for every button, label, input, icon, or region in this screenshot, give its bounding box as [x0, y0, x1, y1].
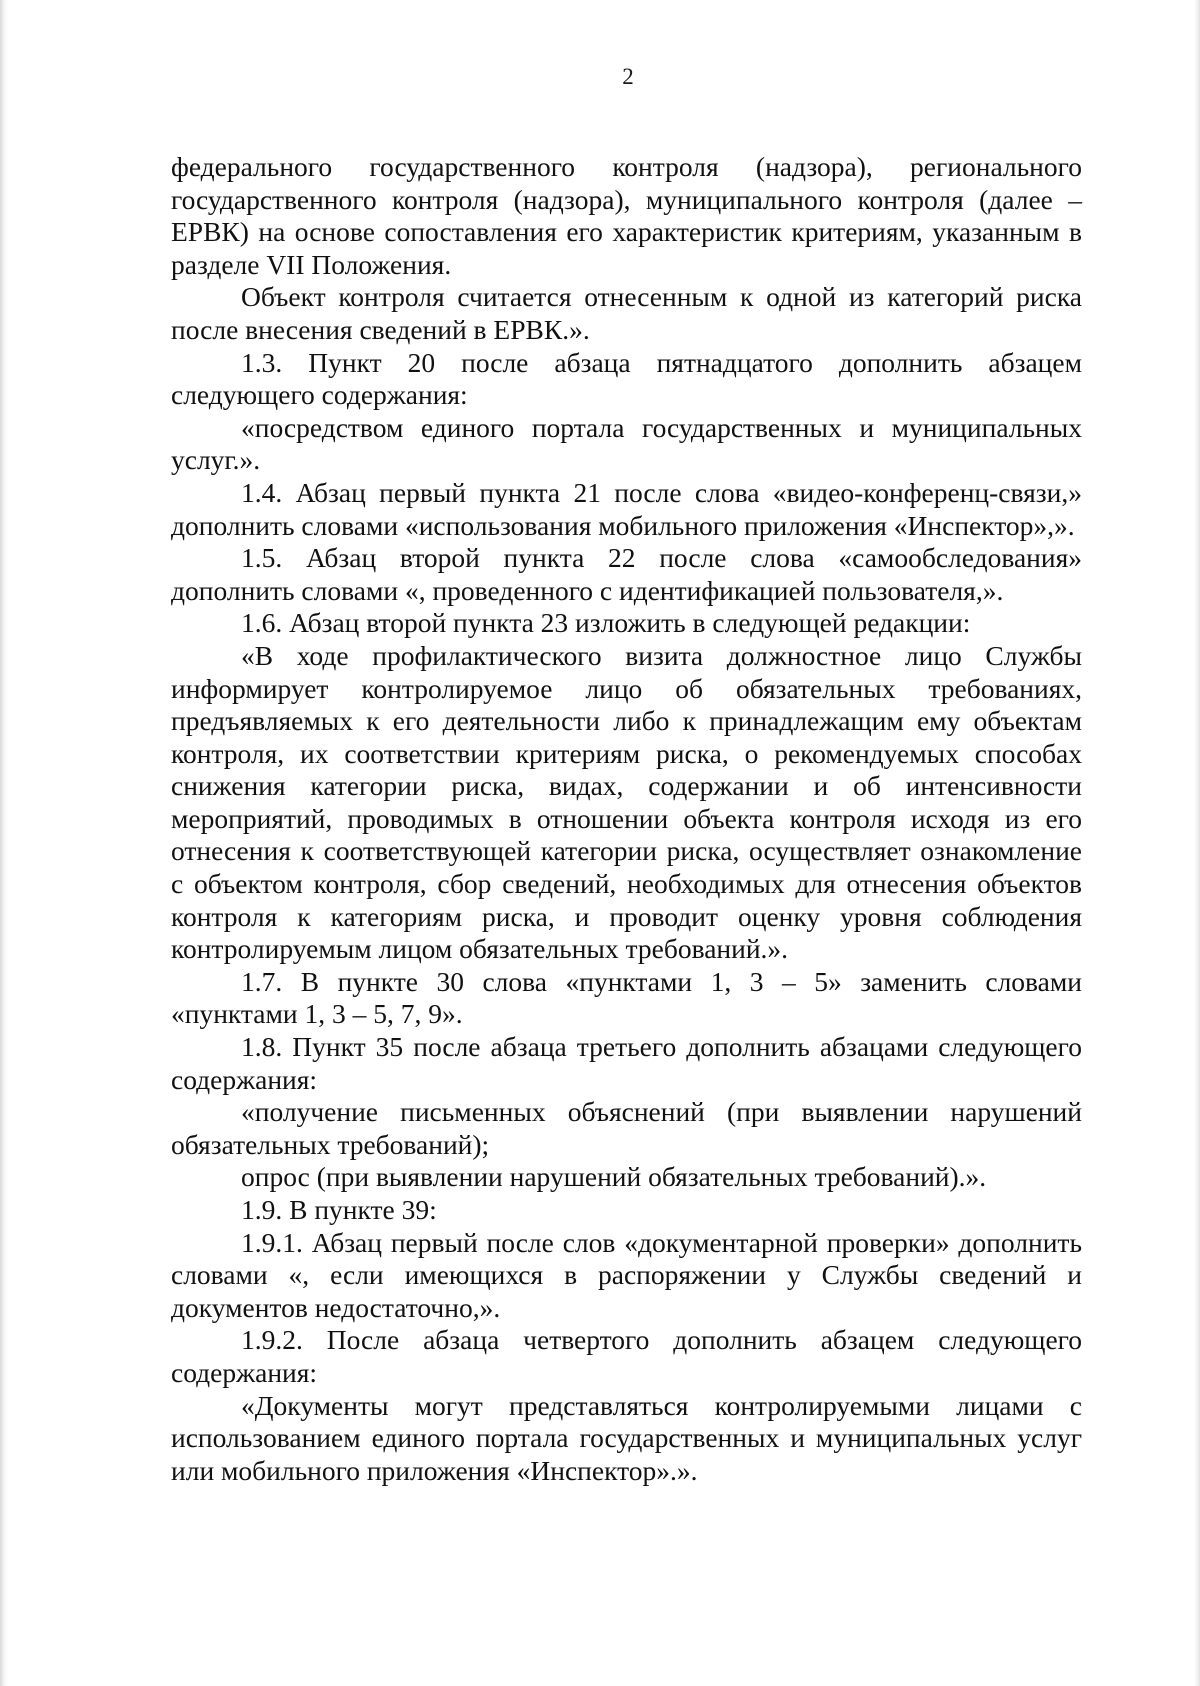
paragraph: 1.3. Пункт 20 после абзаца пятнадцатого дополнить абзацем следующего содержания:: [171, 346, 1082, 411]
scan-edge-left: [0, 0, 8, 1686]
paragraph: 1.4. Абзац первый пункта 21 после слова «видео-конференц-связи,» дополнить словами «использования мобильного приложения «Инспектор»,».: [171, 476, 1082, 541]
paragraph: «получение письменных объяснений (при выявлении нарушений обязательных требований);: [171, 1096, 1082, 1160]
paragraph: Объект контроля считается отнесенным к одной из категорий риска после внесения сведений в ЕРВК.».: [171, 281, 1082, 345]
scan-edge-right: [1194, 0, 1200, 1686]
paragraph: «посредством единого портала государственных и муниципальных услуг.».: [171, 411, 1082, 476]
paragraph: 1.8. Пункт 35 после абзаца третьего дополнить абзацами следующего содержания:: [171, 1031, 1082, 1095]
paragraph: 1.6. Абзац второй пункта 23 изложить в следующей редакции:: [241, 607, 971, 639]
paragraph: 1.7. В пункте 30 слова «пунктами 1, 3 – 5» заменить словами «пунктами 1, 3 – 5, 7, 9».: [171, 965, 1082, 1030]
paragraph: федерального государственного контроля (надзора), регионального государственного контроля (надзора), муниципального контроля (далее – ЕРВК) на основе сопоставления его характеристик критериям, указанным в разделе VII Положения.: [171, 151, 1082, 280]
paragraph: 1.9.2. После абзаца четвертого дополнить абзацем следующего содержания:: [171, 1324, 1082, 1388]
paragraph: «Документы могут представляться контролируемыми лицами с использованием единого портала государственных и муниципальных услуг или мобильного приложения «Инспектор».».: [171, 1389, 1082, 1486]
paragraph: «В ходе профилактического визита должностное лицо Службы информирует контролируемое лицо об обязательных требованиях, предъявляемых к его деятельности либо к принадлежащим ему объектам контроля, их соответствии критериям риска, о рекомендуемых способах снижения категории риска, видах, содержании и об интенсивности мероприятий, проводимых в отношении объекта контроля исходя из его отнесения к соответствующей категории риска, осуществляет ознакомление с объектом контроля, сбор сведений, необходимых для отнесения объектов контроля к категориям риска, и проводит оценку уровня соблюдения контролируемым лицом обязательных требований.».: [171, 639, 1082, 965]
page-number: 2: [622, 64, 634, 89]
document-body: [171, 151, 1082, 1487]
paragraph: 1.9.1. Абзац первый после слов «документарной проверки» дополнить словами «, если имеющихся в распоряжении у Службы сведений и документов недостаточно,».: [171, 1226, 1082, 1323]
paragraph: 1.9. В пункте 39:: [241, 1194, 437, 1225]
paragraph: 1.5. Абзац второй пункта 22 после слова «самообследования» дополнить словами «, проведенного с идентификацией пользователя,».: [171, 542, 1082, 606]
paragraph: опрос (при выявлении нарушений обязательных требований).».: [241, 1161, 987, 1193]
